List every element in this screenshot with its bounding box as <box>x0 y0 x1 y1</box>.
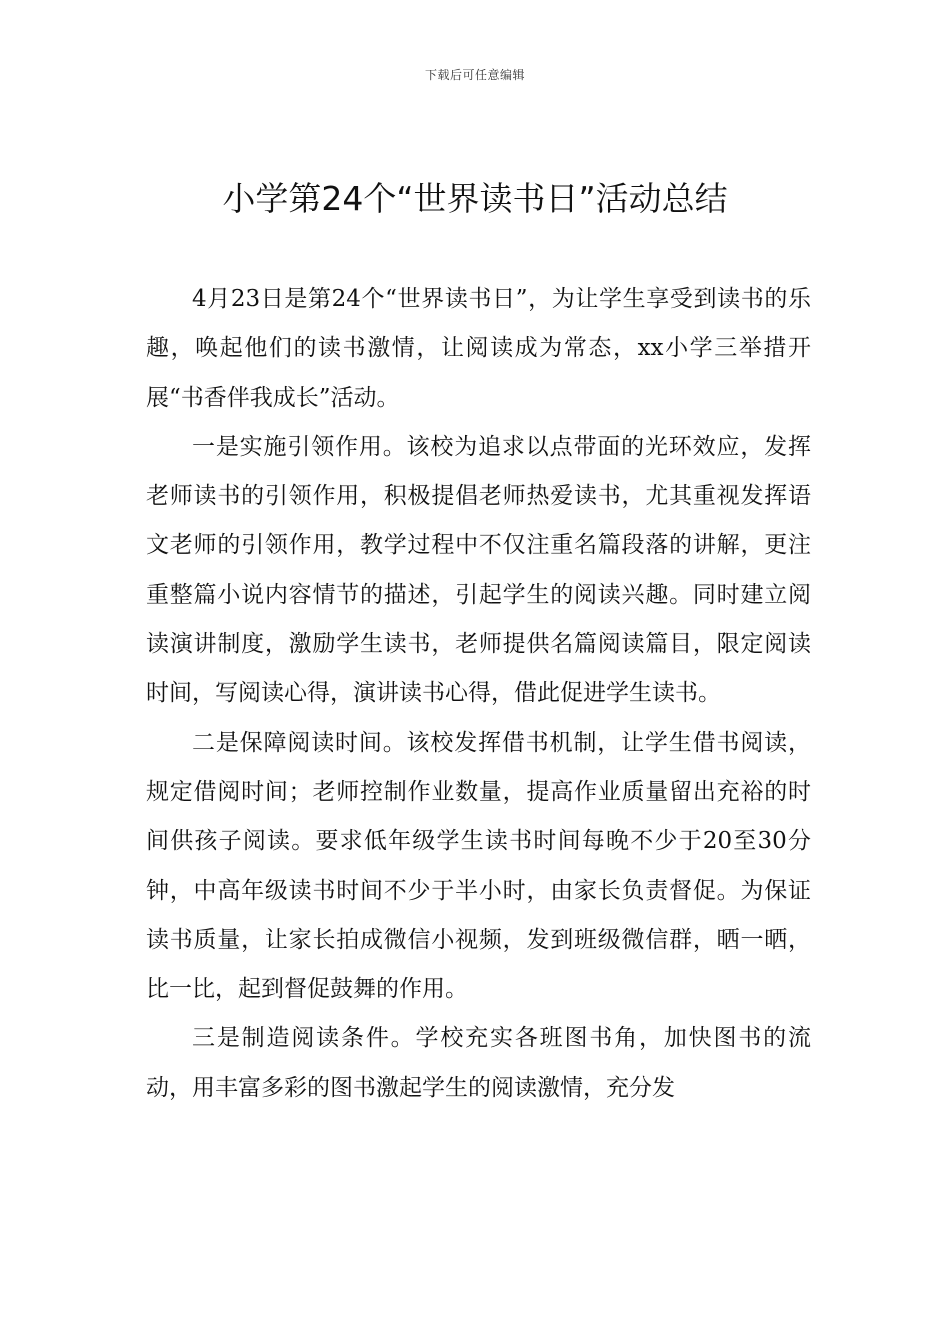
paragraph-intro: 4月23日是第24个“世界读书日”，为让学生享受到读书的乐趣，唤起他们的读书激情，让阅读成为常态，xx小学三举措开展“书香伴我成长”活动。 <box>146 286 811 411</box>
paragraph-measure-two: 二是保障阅读时间。该校发挥借书机制，让学生借书阅读，规定借阅时间；老师控制作业数量，提高作业质量留出充裕的时间供孩子阅读。要求低年级学生读书时间每晚不少于20至30分钟，中高年级读书时间不少于半小时，由家长负责督促。为保证读书质量，让家长拍成微信小视频，发到班级微信群，晒一晒，比一比，起到督促鼓舞的作用。 <box>146 729 811 1003</box>
header-note: 下载后可任意编辑 <box>424 68 525 82</box>
document-title: 小学第24个“世界读书日”活动总结 <box>222 179 728 218</box>
paragraph-measure-one: 一是实施引领作用。该校为追求以点带面的光环效应，发挥老师读书的引领作用，积极提倡老师热爱读书，尤其重视发挥语文老师的引领作用，教学过程中不仅注重名篇段落的讲解，更注重整篇小说内容情节的描述，引起学生的阅读兴趣。同时建立阅读演讲制度，激励学生读书，老师提供名篇阅读篇目，限定阅读时间，写阅读心得，演讲读书心得，借此促进学生读书。 <box>146 433 811 707</box>
paragraph-measure-three: 三是制造阅读条件。学校充实各班图书角，加快图书的流动，用丰富多彩的图书激起学生的阅读激情，充分发 <box>146 1025 811 1101</box>
document-body <box>146 275 811 1113</box>
